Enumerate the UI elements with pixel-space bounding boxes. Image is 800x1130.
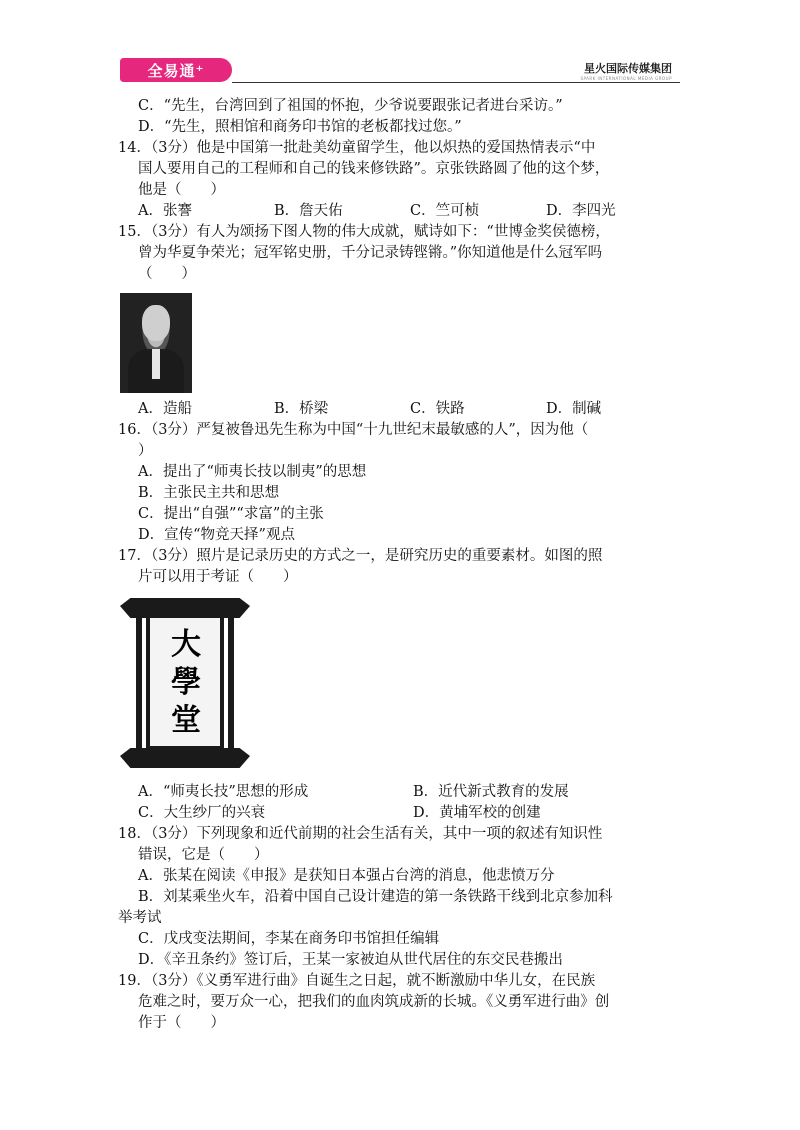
question-stem: 国人要用自己的工程师和自己的钱来修铁路”。京张铁路圆了他的这个梦， (138, 161, 610, 177)
option-b: B．刘某乘坐火车，沿着中国自己设计建造的第一条铁路干线到北京参加科 (138, 889, 613, 905)
question-stem: 曾为华夏争荣光；冠军铭史册，千分记录铸铿锵。”你知道他是什么冠军吗 (138, 245, 603, 261)
option-d: D．黄埔军校的创建 (413, 805, 541, 821)
option-a: A．张某在阅读《申报》是获知日本强占台湾的消息，他悲愤万分 (138, 868, 555, 884)
brand-name: 星火国际传媒集团 (584, 62, 672, 75)
option-b: B．詹天佑 (274, 203, 343, 219)
option-a: A．“师夷长技”思想的形成 (138, 784, 309, 800)
option-c: C．大生纱厂的兴衰 (138, 805, 266, 821)
options-row (118, 201, 688, 222)
brand-block (580, 60, 672, 81)
question-stem: 18．（3分）下列现象和近代前期的社会生活有关，其中一项的叙述有知识性 (118, 826, 603, 842)
option-c: C．“先生，台湾回到了祖国的怀抱，少爷说要跟张记者进台采访。” (138, 98, 563, 114)
university-plaque-photo (124, 598, 244, 768)
portrait-photo (120, 293, 192, 393)
option-d: D．“先生，照相馆和商务印书馆的老板都找过您。” (138, 119, 462, 135)
question-stem: 17．（3分）照片是记录历史的方式之一，是研究历史的重要素材。如图的照 (118, 548, 603, 564)
portrait-face (142, 305, 170, 341)
question-18 (118, 824, 688, 971)
question-stem: 危难之时，要万众一心，把我们的血肉筑成新的长城。《义勇军进行曲》创 (138, 994, 610, 1010)
question-stem: 15．（3分）有人为颂扬下图人物的伟大成就，赋诗如下：“世博金奖侯德榜， (118, 224, 610, 240)
question-16 (118, 420, 688, 546)
option-a: A．张謇 (138, 203, 192, 219)
question-stem: 错误，它是（ ） (138, 847, 269, 863)
question-stem: 16．（3分）严复被鲁迅先生称为中国“十九世纪末最敏感的人”，因为他（ (118, 422, 589, 438)
question-stem: （ ） (138, 266, 196, 282)
option-b: B．近代新式教育的发展 (413, 784, 569, 800)
options-row (118, 399, 688, 420)
plaque-left-pole (136, 616, 142, 752)
question-19 (118, 971, 688, 1034)
option-c: C．竺可桢 (410, 203, 480, 219)
option-d: D．李四光 (546, 203, 616, 219)
question-stem: 片可以用于考证（ ） (138, 569, 298, 585)
options-row (118, 782, 688, 803)
quanyitong-logo: 全易通⁺ (120, 58, 232, 82)
option-d: D．宣传“物竞天择”观点 (138, 527, 295, 543)
question-stem: 14．（3分）他是中国第一批赴美幼童留学生，他以炽热的爱国热情表示“中 (118, 140, 596, 156)
plaque-bottom-bar (120, 748, 250, 768)
option-b: B．主张民主共和思想 (138, 485, 280, 501)
option-a: A．提出了“师夷长技以制夷”的思想 (138, 464, 367, 480)
option-c: C．提出“自强”“求富”的主张 (138, 506, 324, 522)
option-c: C．戊戌变法期间，李某在商务印书馆担任编辑 (138, 931, 440, 947)
exam-content (118, 96, 688, 1034)
question-13-tail (118, 96, 688, 138)
option-d: D．制碱 (546, 401, 602, 417)
option-b: B．桥梁 (274, 401, 329, 417)
option-c: C．铁路 (410, 401, 465, 417)
question-14 (118, 138, 688, 222)
brand-name-en: SPARK INTERNATIONAL MEDIA GROUP (580, 76, 672, 81)
question-stem: 他是（ ） (138, 182, 225, 198)
header-rule (232, 82, 680, 83)
portrait-shirt (152, 349, 160, 379)
option-b-continued: 举考试 (118, 910, 162, 926)
plaque-right-pole (228, 616, 234, 752)
question-stem: 作于（ ） (138, 1015, 225, 1031)
question-stem: 19．（3分）《义勇军进行曲》自诞生之日起，就不断激励中华儿女，在民族 (118, 973, 596, 989)
page-header (120, 56, 680, 86)
option-d: D．《辛丑条约》签订后，王某一家被迫从世代居住的东交民巷搬出 (138, 952, 563, 968)
question-15 (118, 222, 688, 420)
plaque-text: 大學堂 (171, 627, 201, 738)
options-row (118, 803, 688, 824)
option-a: A．造船 (138, 401, 192, 417)
question-stem: ） (138, 443, 153, 459)
question-17 (118, 546, 688, 824)
